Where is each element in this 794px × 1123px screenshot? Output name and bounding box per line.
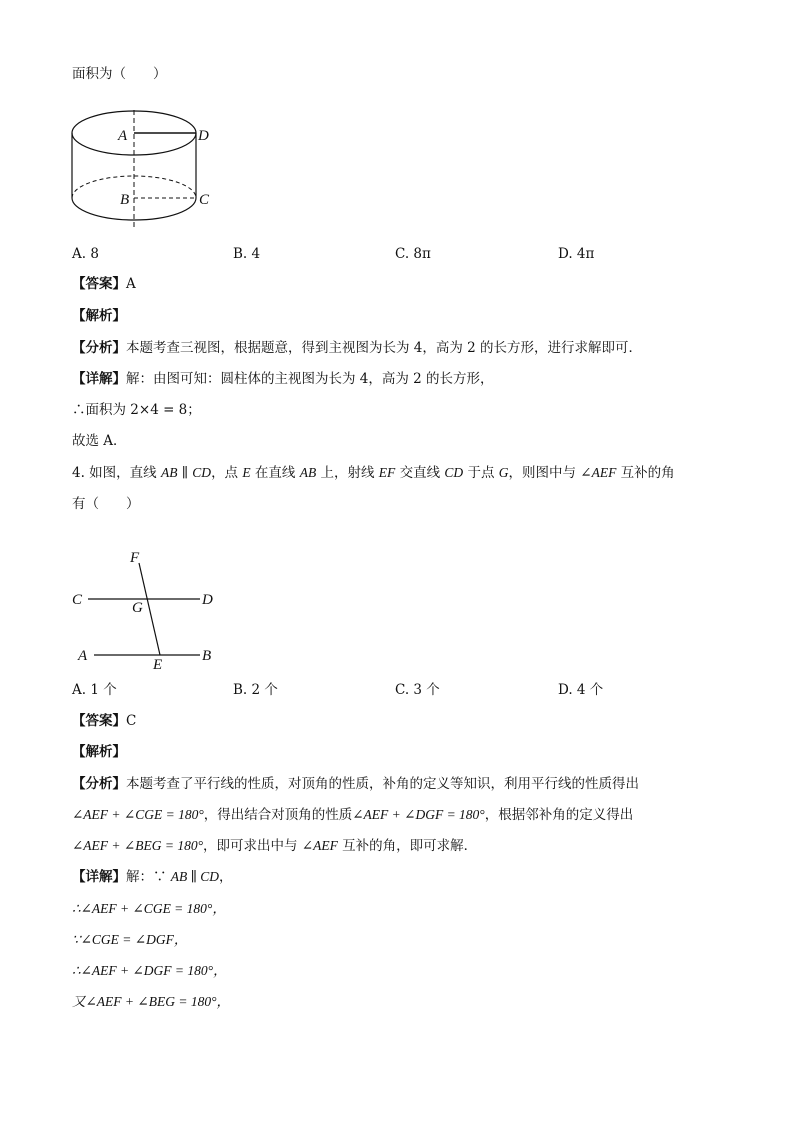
q4-step-4: ∴∠AEF + ∠DGF = 180°， [72, 963, 227, 978]
q4-step-3: ∵∠CGE = ∠DGF， [72, 932, 188, 947]
q4-step-2: ∴∠AEF + ∠CGE = 180°， [72, 901, 226, 916]
label-B: B [202, 648, 212, 664]
q4-option-a: A. 1 个 [72, 682, 117, 698]
label-B: B [120, 192, 130, 208]
label-F: F [130, 550, 140, 566]
label-G: G [132, 600, 143, 616]
q3-option-c: C. 8π [395, 246, 431, 262]
q4-xiangjie: 【详解】解：∵ AB ∥ CD， [72, 869, 233, 885]
label-C: C [72, 592, 83, 608]
q3-step1: ∴面积为 2×4 = 8； [72, 402, 201, 418]
q3-stem-tail: 面积为（ ） [72, 66, 167, 82]
q4-answer: 【答案】C [72, 713, 137, 729]
q3-option-b: B. 4 [233, 246, 261, 262]
q3-option-d: D. 4π [558, 246, 595, 262]
q3-option-a: A. 8 [72, 246, 99, 262]
q4-analysis-tag: 【解析】 [72, 744, 126, 760]
q4-option-c: C. 3 个 [395, 682, 440, 698]
q4-fenxi: 【分析】本题考查了平行线的性质，对顶角的性质，补角的定义等知识，利用平行线的性质得出 [72, 776, 639, 792]
label-C: C [199, 192, 210, 208]
parallel-lines-figure [66, 545, 226, 675]
q4-option-b: B. 2 个 [233, 682, 278, 698]
label-A: A [78, 648, 88, 664]
q3-answer: 【答案】A [72, 276, 136, 292]
label-D: D [198, 128, 209, 144]
q3-fenxi: 【分析】本题考查三视图，根据题意，得到主视图为长为 4，高为 2 的长方形，进行求解即可． [72, 340, 643, 356]
q4-stem-line2: 有（ ） [72, 496, 140, 512]
q4-step-5: 又∠AEF + ∠BEG = 180°， [72, 994, 230, 1009]
q4-stem-line1: 4. 如图，直线 AB ∥ CD，点 E 在直线 AB 上，射线 EF 交直线 CD 于点 G，则图中与 ∠AEF 互补的角 [72, 465, 675, 481]
q4-fenxi-line2: ∠AEF + ∠CGE = 180°，得出结合对顶角的性质∠AEF + ∠DGF = 180°，根据邻补角的定义得出 [72, 807, 634, 823]
q3-step2: 故选 A． [72, 433, 127, 449]
q3-xiangjie: 【详解】解：由图可知：圆柱体的主视图为长为 4，高为 2 的长方形， [72, 371, 494, 387]
cylinder-figure [60, 100, 230, 240]
q3-analysis-tag: 【解析】 [72, 308, 126, 324]
label-A: A [118, 128, 128, 144]
label-D: D [202, 592, 213, 608]
q4-option-d: D. 4 个 [558, 682, 604, 698]
q4-fenxi-line3: ∠AEF + ∠BEG = 180°，即可求出中与 ∠AEF 互补的角，即可求解． [72, 838, 478, 854]
label-E: E [153, 657, 163, 673]
